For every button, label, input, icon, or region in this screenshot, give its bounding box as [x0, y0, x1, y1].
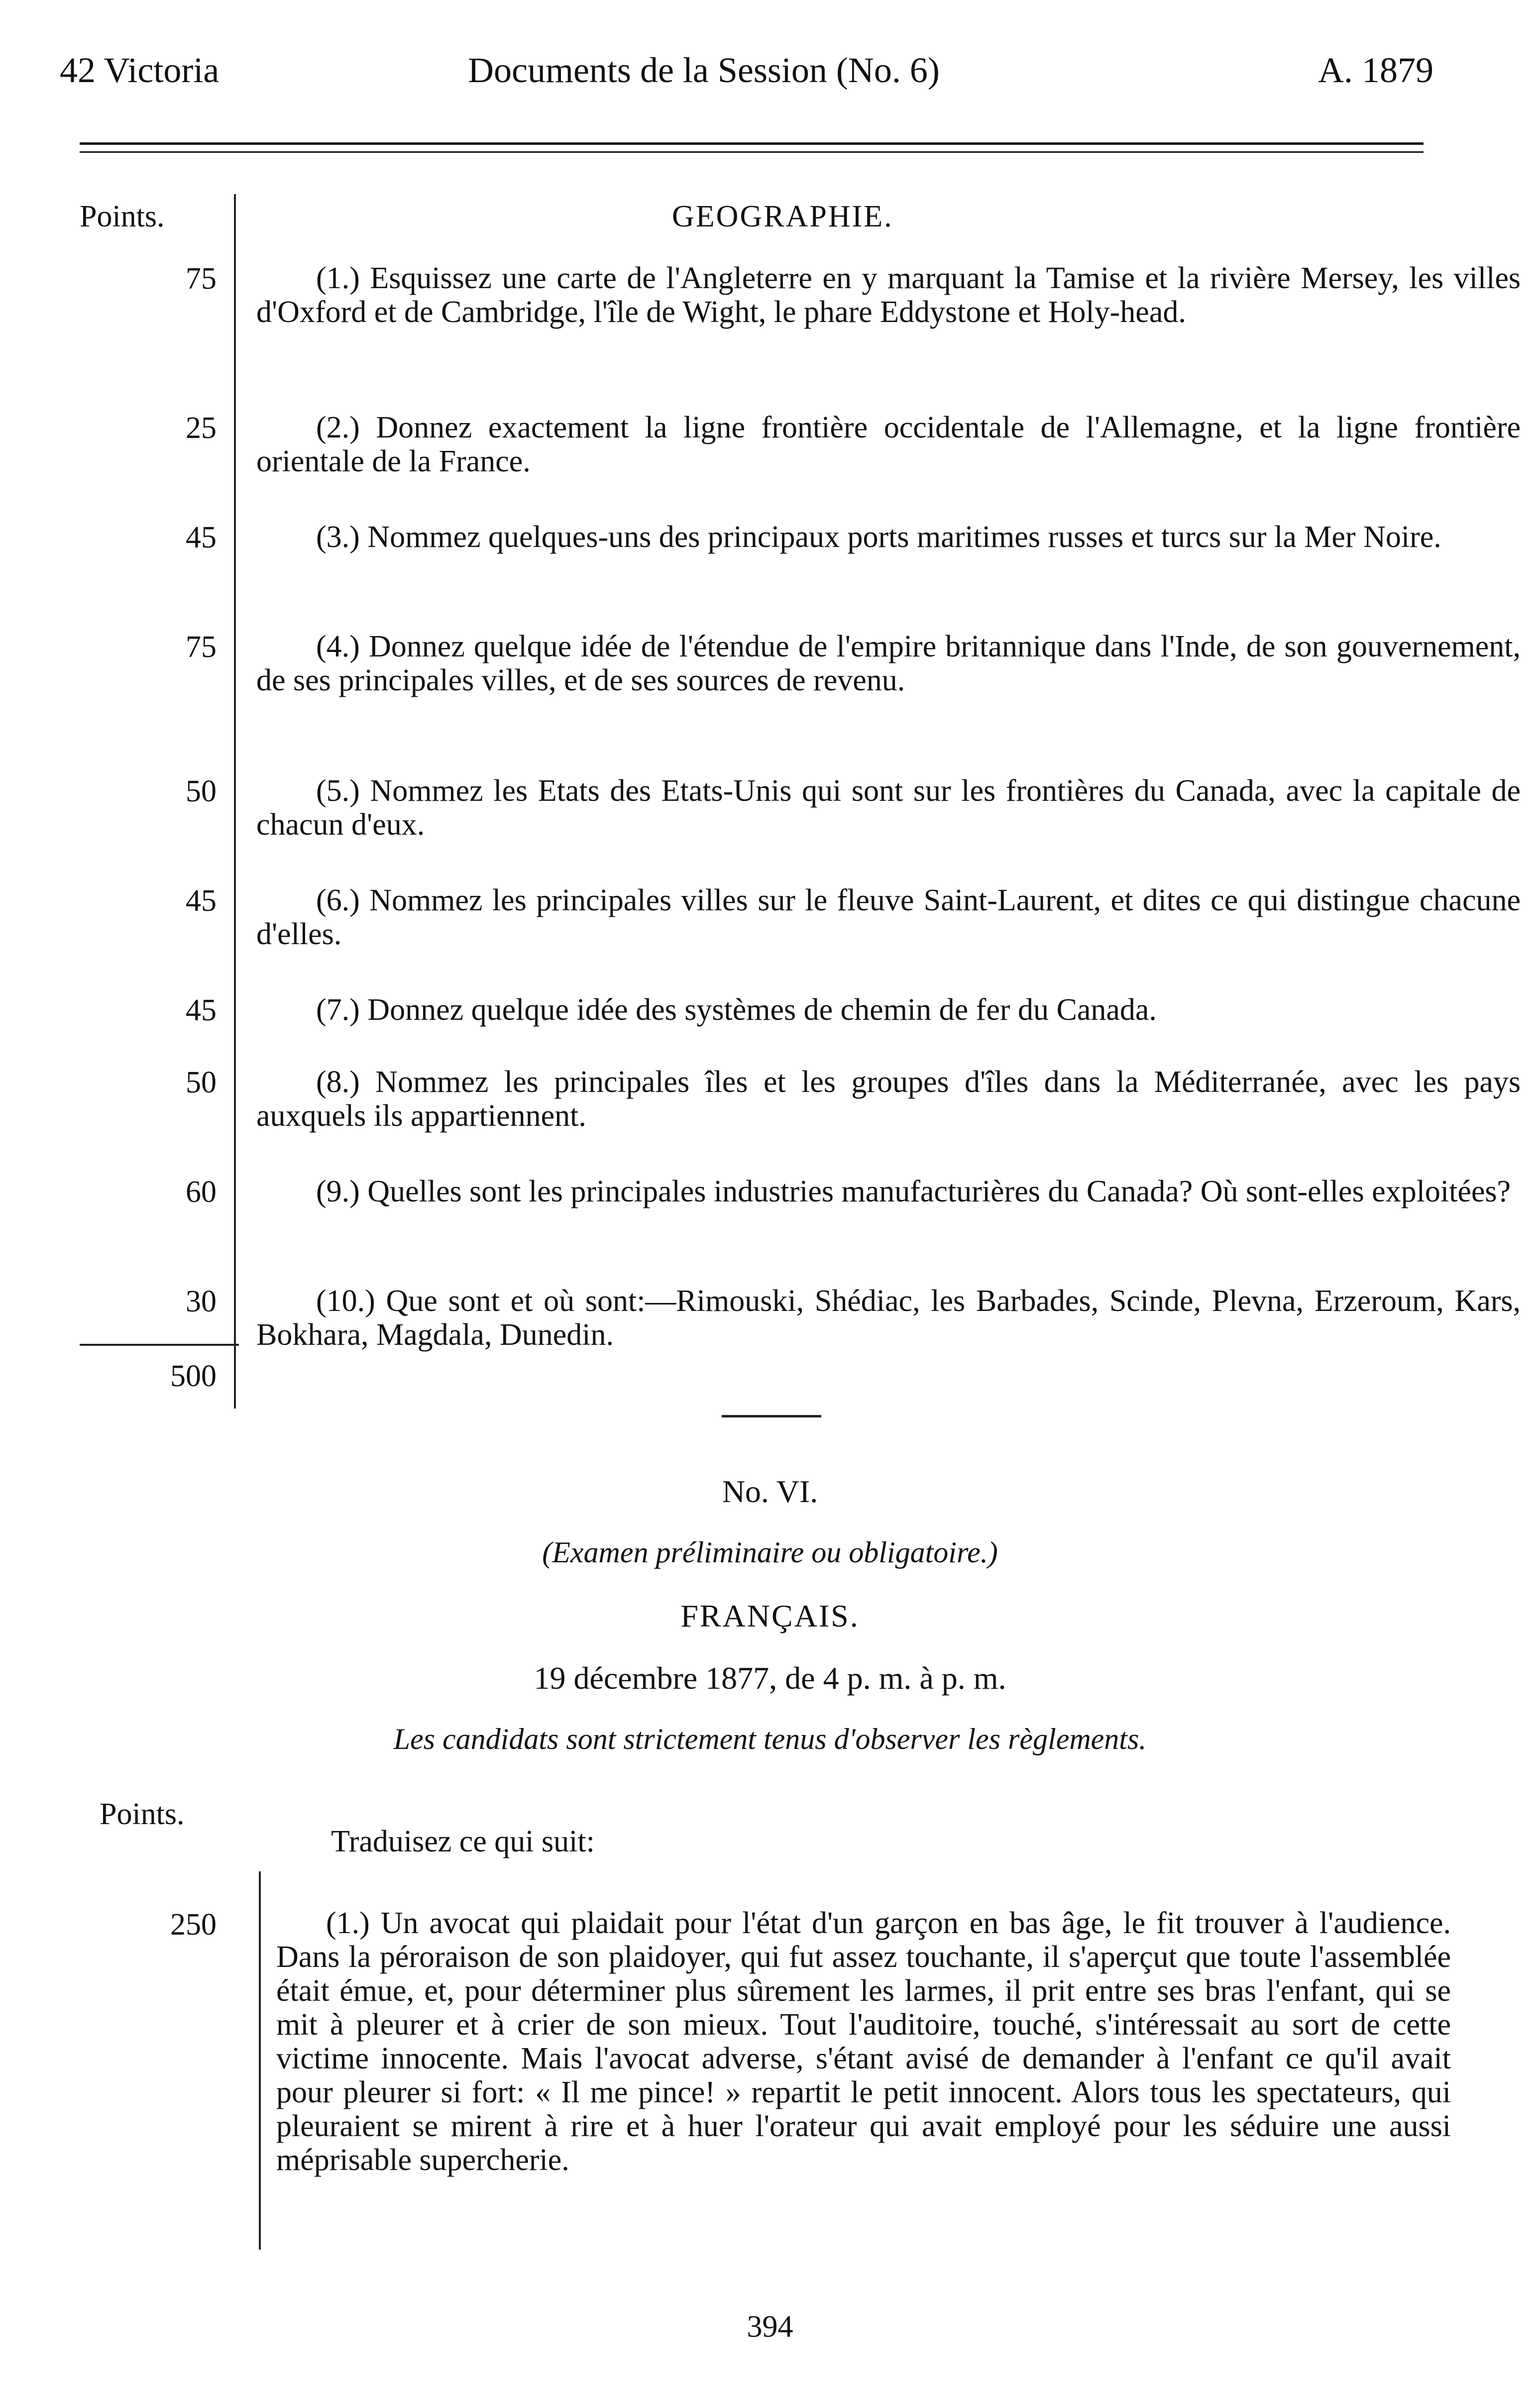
- header-right: A. 1879: [1318, 50, 1433, 90]
- header-left: 42 Victoria: [60, 50, 220, 90]
- total-rule: [80, 1344, 239, 1346]
- question-points: 45: [186, 884, 217, 918]
- question-text: (3.) Nommez quelques-uns des principaux ports maritimes russes et turcs sur la Mer Noire.: [316, 520, 1441, 554]
- translation-passage: (1.) Un avocat qui plaidait pour l'état d'un garçon en bas âge, le fit trouver à l'audience. Dans la péroraison de son plaidoyer, qui fut assez touchante, il s'aperçut que toute l'assemblée était émue, et, pour déterminer plus sûrement les larmes, il prit entre ses bras l'enfant, qui se mit à pleurer et à crier de son mieux. Tout l'auditoire, touché, s'intéressait au sort de cette victime innocente. Mais l'avocat adverse, s'étant avisé de demander à l'enfant ce qu'il avait pour pleurer si fort: « Il me pince! » repartit le petit innocent. Alors tous les spectateurs, qui pleuraient se mirent à rire et à huer l'orateur qui avait employé pour les séduire une aussi méprisable supercherie.: [276, 1906, 1451, 2177]
- question-points: 75: [186, 630, 217, 664]
- question-points: 30: [186, 1285, 217, 1318]
- question-points: 50: [186, 1066, 217, 1099]
- question-text: (1.) Esquissez une carte de l'Angleterre en y marquant la Tamise et la rivière Mersey, les villes d'Oxford et de Cambridge, l'île de Wight, le phare Eddystone et Holy-head.: [256, 261, 1521, 329]
- question-text: (4.) Donnez quelque idée de l'étendue de l'empire britannique dans l'Inde, de son gouvernement, de ses principales villes, et de ses sources de revenu.: [256, 630, 1521, 697]
- question-text: (10.) Que sont et où sont:—Rimouski, Shédiac, les Barbades, Scinde, Plevna, Erzeroum, Kars, Bokhara, Magdala, Dunedin.: [256, 1284, 1521, 1352]
- translation-instruction: Traduisez ce qui suit:: [331, 1825, 595, 1858]
- question-text: (8.) Nommez les principales îles et les groupes d'îles dans la Méditerranée, avec les pays auxquels ils appartiennent.: [256, 1065, 1521, 1133]
- section-separator: [722, 1415, 821, 1417]
- question-points: 75: [186, 262, 217, 296]
- exam-date: 19 décembre 1877, de 4 p. m. à p. m.: [534, 1660, 1006, 1696]
- exam-subtitle: (Examen préliminaire ou obligatoire.): [542, 1536, 998, 1569]
- page-number: 394: [747, 2310, 793, 2344]
- section-title-french: FRANÇAIS.: [680, 1598, 860, 1633]
- header-rule-bottom: [80, 151, 1424, 153]
- passage-points: 250: [170, 1908, 217, 1942]
- section-title-geography: GEOGRAPHIE.: [672, 200, 893, 233]
- question-points: 60: [186, 1175, 217, 1209]
- points-divider-line: [259, 1871, 261, 2250]
- question-text: (9.) Quelles sont les principales industries manufacturières du Canada? Où sont-elles exploitées?: [316, 1175, 1511, 1208]
- points-total: 500: [170, 1359, 217, 1393]
- question-points: 45: [186, 521, 217, 554]
- section-number: No. VI.: [722, 1474, 818, 1509]
- points-column-label: Points.: [80, 200, 165, 233]
- question-text: (5.) Nommez les Etats des Etats-Unis qui sont sur les frontières du Canada, avec la capitale de chacun d'eux.: [256, 774, 1521, 842]
- page-header: [60, 50, 1433, 105]
- question-text: (6.) Nommez les principales villes sur le fleuve Saint-Laurent, et dites ce qui distingue chacune d'elles.: [256, 883, 1521, 951]
- header-rule-top: [80, 142, 1424, 145]
- question-points: 25: [186, 411, 217, 445]
- question-points: 50: [186, 774, 217, 808]
- header-center: Documents de la Session (No. 6): [468, 50, 940, 90]
- points-divider-line: [234, 194, 236, 1409]
- question-text: (7.) Donnez quelque idée des systèmes de chemin de fer du Canada.: [316, 993, 1157, 1027]
- question-points: 45: [186, 993, 217, 1027]
- question-text: (2.) Donnez exactement la ligne frontière occidentale de l'Allemagne, et la ligne frontière orientale de la France.: [256, 411, 1521, 478]
- rules-note: Les candidats sont strictement tenus d'observer les règlements.: [393, 1723, 1147, 1755]
- points-column-label: Points.: [100, 1797, 185, 1831]
